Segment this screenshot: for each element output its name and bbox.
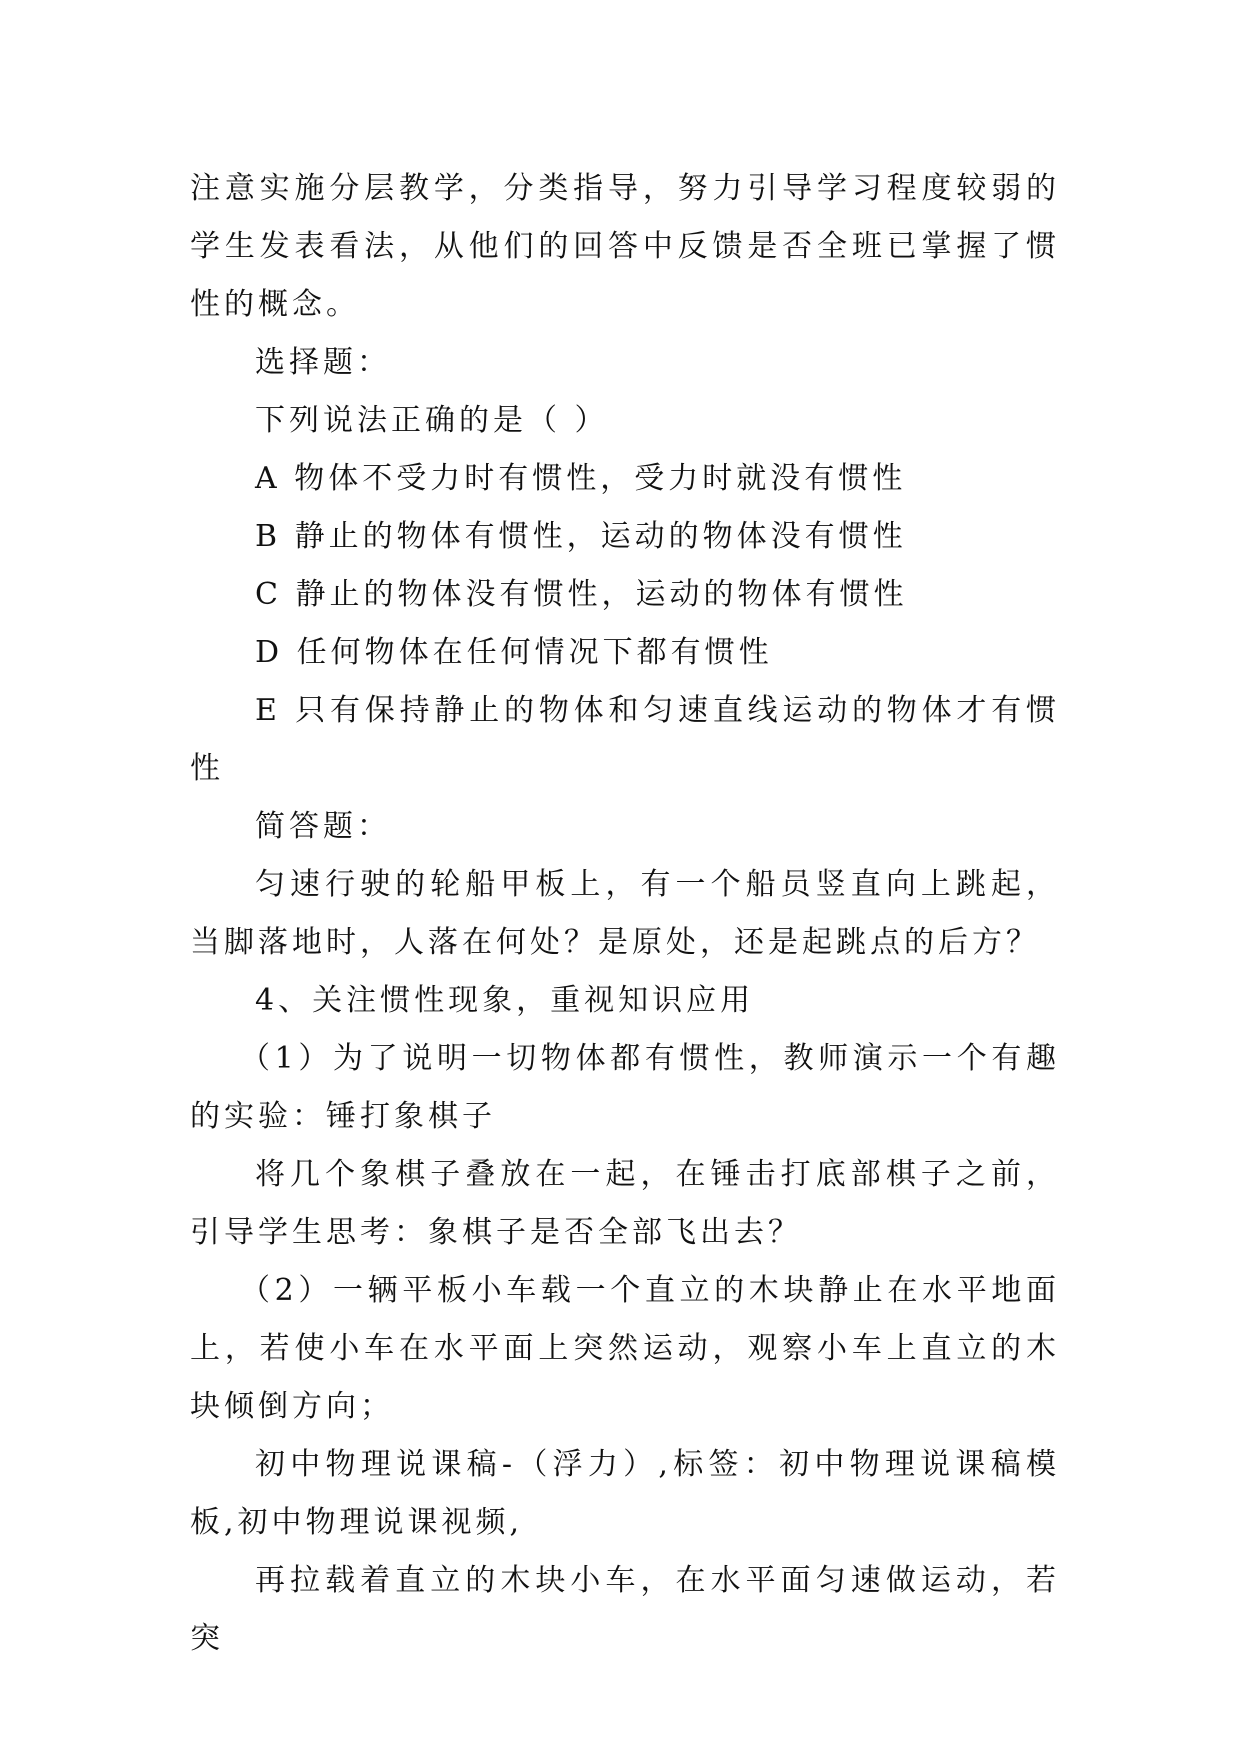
heading-multiple-choice: 选择题：: [255, 345, 391, 380]
tag-line: 初中物理说课稿-（浮力）,标签：初中物理说课稿模板,初中物理说课视频,: [190, 1447, 1060, 1540]
question-stem: 下列说法正确的是（ ）: [255, 403, 609, 438]
demo-1: （1）为了说明一切物体都有惯性，教师演示一个有趣的实验：锤打象棋子: [190, 1041, 1060, 1134]
section-heading-4: 4、关注惯性现象，重视知识应用: [255, 983, 755, 1018]
option-b: B 静止的物体有惯性，运动的物体没有惯性: [255, 519, 907, 554]
demo-2: （2）一辆平板小车载一个直立的木块静止在水平地面上，若使小车在水平面上突然运动，观察小车上直立的木块倾倒方向；: [190, 1273, 1060, 1424]
short-answer-question: 匀速行驶的轮船甲板上，有一个船员竖直向上跳起，当脚落地时，人落在何处？是原处，还是起跳点的后方？: [190, 867, 1060, 960]
paragraph-continued: 再拉载着直立的木块小车，在水平面匀速做运动，若突: [190, 1563, 1060, 1656]
paragraph-intro: 注意实施分层教学，分类指导，努力引导学习程度较弱的学生发表看法，从他们的回答中反馈是否全班已掌握了惯性的概念。: [190, 171, 1060, 322]
demo-1-detail: 将几个象棋子叠放在一起，在锤击打底部棋子之前，引导学生思考：象棋子是否全部飞出去？: [190, 1157, 1060, 1250]
option-a: A 物体不受力时有惯性，受力时就没有惯性: [255, 461, 907, 496]
option-c: C 静止的物体没有惯性，运动的物体有惯性: [255, 577, 908, 612]
option-e: E 只有保持静止的物体和匀速直线运动的物体才有惯性: [190, 693, 1060, 786]
option-d: D 任何物体在任何情况下都有惯性: [255, 635, 773, 670]
document-page: [190, 160, 1060, 1668]
heading-short-answer: 简答题：: [255, 809, 391, 844]
